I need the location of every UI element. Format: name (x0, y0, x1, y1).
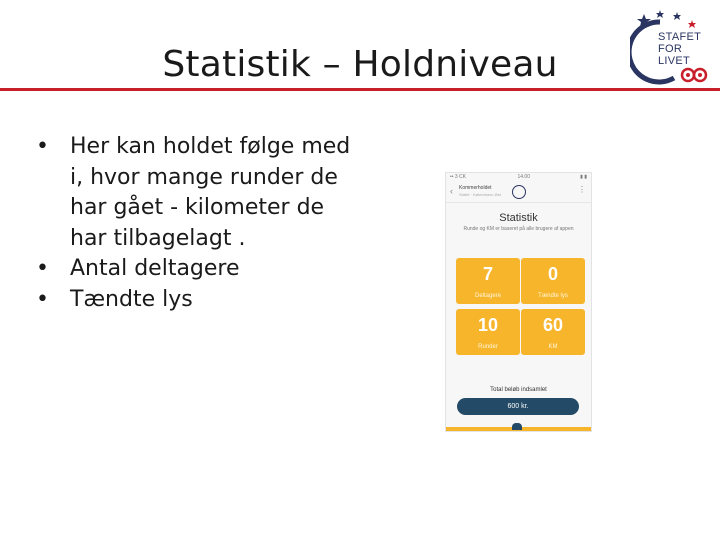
stat-label: Runder (478, 344, 498, 350)
total-collected-button[interactable]: 600 kr. (457, 398, 579, 415)
title-divider (0, 88, 720, 91)
status-battery: ▮ ▮ (580, 174, 587, 180)
bullet-list (36, 132, 366, 315)
back-chevron-icon: ‹ (450, 186, 453, 196)
menu-dots-icon: ⋮ (578, 185, 586, 194)
app-bar-title: Kommerholdet (459, 185, 492, 191)
phone-screenshot (445, 172, 592, 432)
stat-tile-runder (456, 309, 520, 355)
phone-status-bar (446, 173, 591, 182)
stat-tile-deltagere (456, 258, 520, 304)
stat-label: Deltagere (474, 293, 501, 299)
relay-for-life-logo (630, 6, 716, 86)
stat-value: 60 (542, 315, 564, 335)
stat-tile-km (521, 309, 585, 355)
stat-tile-taendte-lys (521, 258, 585, 304)
total-collected-label: Total beløb indsamlet (490, 387, 547, 393)
slide-title: Statistik – Holdniveau (162, 44, 558, 85)
stat-label: KM (548, 344, 558, 350)
logo-line-1: STAFET (658, 31, 702, 43)
bullet-item: • Her kan holdet følge med i, hvor mange runder de har gået - kilometer de har tilbagelagt . (36, 132, 366, 254)
stat-label: Tændte lys (538, 293, 568, 299)
bullet-item: • Tændte lys (36, 285, 366, 316)
status-time: 14.00 (517, 174, 530, 180)
stat-value: 10 (477, 315, 499, 335)
statistik-subtext: Runde og KM er baseret på alle brugere af appen (463, 226, 574, 232)
phone-app-bar (446, 182, 591, 203)
logo-wordmark (658, 31, 716, 67)
stat-value: 0 (547, 264, 558, 284)
logo-line-2: FOR LIVET (658, 43, 691, 67)
status-carrier: •• 3 CK ⁠ (450, 174, 468, 180)
bullet-item: • Antal deltagere (36, 254, 366, 285)
statistik-heading: Statistik (499, 212, 538, 224)
app-bar-subtitle: Stafet · København Øst (459, 192, 501, 197)
stat-value: 7 (482, 264, 493, 284)
bottom-handle-icon[interactable] (512, 423, 522, 430)
app-logo-icon (512, 185, 526, 199)
